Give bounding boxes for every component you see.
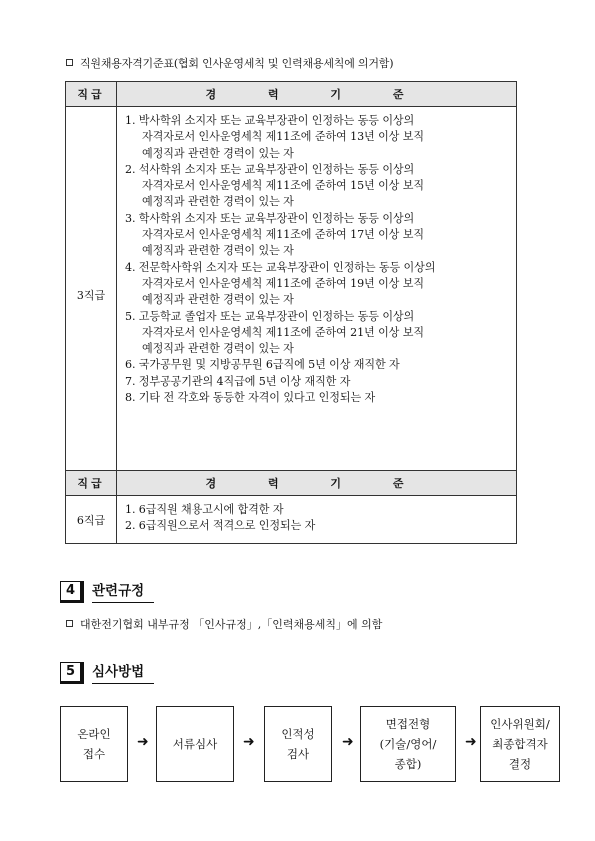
- flow-step-label: 최종합격자: [492, 737, 548, 751]
- criteria-line: 예정직과 관련한 경력이 있는 자: [142, 195, 294, 209]
- criteria-item: [125, 211, 516, 260]
- criteria-table-rank6: [65, 470, 517, 544]
- criteria-line: 예정직과 관련한 경력이 있는 자: [142, 293, 294, 307]
- criteria-line: 8. 기타 전 각호와 동등한 자격이 있다고 인정되는 자: [125, 391, 376, 405]
- criteria-line: 자격자로서 인사운영세칙 제11조에 준하여 15년 이상 보직: [142, 179, 424, 193]
- arrow-right-icon: ➜: [465, 734, 477, 750]
- flow-step-label: 인적성: [281, 727, 315, 741]
- flow-step-label: 서류심사: [172, 737, 218, 751]
- criteria-item: [125, 113, 516, 162]
- regulation-note: [66, 616, 382, 632]
- criteria-line: 2. 6급직원으로서 적격으로 인정되는 자: [125, 519, 316, 533]
- flow-step-label: 온라인: [77, 727, 111, 741]
- criteria-list: [125, 113, 516, 406]
- criteria-item: [125, 374, 516, 390]
- criteria-item: [125, 518, 516, 534]
- checkbox-square-icon: [66, 620, 73, 627]
- arrow-right-icon: ➜: [243, 734, 255, 750]
- section-heading-4: [60, 581, 154, 603]
- criteria-line: 자격자로서 인사운영세칙 제11조에 준하여 19년 이상 보직: [142, 276, 424, 290]
- flow-step: [156, 706, 234, 782]
- criteria-item: [125, 260, 516, 309]
- criteria-list: [125, 502, 516, 535]
- criteria-line: 7. 정부공공기관의 4직급에 5년 이상 재직한 자: [125, 374, 351, 388]
- criteria-item: [125, 309, 516, 358]
- criteria-item: [125, 502, 516, 518]
- criteria-line: 1. 박사학위 소지자 또는 교육부장관이 인정하는 동등 이상의: [125, 114, 415, 127]
- rank-cell: 3직급: [66, 107, 117, 484]
- criteria-line: 예정직과 관련한 경력이 있는 자: [142, 244, 294, 258]
- flow-step-label: 접수: [82, 747, 106, 761]
- regulation-text: 대한전기협회 내부규정 「인사규정」,「인력채용세칙」에 의함: [80, 618, 383, 631]
- rank-cell: 6직급: [66, 496, 117, 544]
- flow-step: [360, 706, 456, 782]
- flow-step-label: 종합): [394, 757, 422, 771]
- flow-step: [60, 706, 128, 782]
- criteria-line: 5. 고등학교 졸업자 또는 교육부장관이 인정하는 동등 이상의: [125, 309, 415, 323]
- arrow-right-icon: ➜: [342, 734, 354, 750]
- flow-step-label: 검사: [286, 747, 310, 761]
- criteria-line: 자격자로서 인사운영세칙 제11조에 준하여 13년 이상 보직: [142, 130, 424, 144]
- criteria-line: 자격자로서 인사운영세칙 제11조에 준하여 21년 이상 보직: [142, 325, 424, 339]
- flow-step-label: (기술/영어/: [379, 737, 437, 751]
- checkbox-square-icon: [66, 59, 73, 66]
- criteria-line: 3. 학사학위 소지자 또는 교육부장관이 인정하는 동등 이상의: [125, 211, 415, 225]
- criteria-table-rank3: [65, 81, 517, 484]
- criteria-item: [125, 390, 516, 406]
- flow-step-label: 결정: [508, 757, 532, 771]
- criteria-item: [125, 357, 516, 373]
- section-number: 5: [60, 662, 84, 684]
- criteria-line: 자격자로서 인사운영세칙 제11조에 준하여 17년 이상 보직: [142, 228, 424, 242]
- criteria-line: 예정직과 관련한 경력이 있는 자: [142, 146, 294, 160]
- criteria-line: 2. 석사학위 소지자 또는 교육부장관이 인정하는 동등 이상의: [125, 162, 415, 176]
- flow-step-label: 면접전형: [385, 717, 431, 731]
- section-number: 4: [60, 581, 84, 603]
- process-flow: [60, 706, 550, 784]
- criteria-line: 6. 국가공무원 및 지방공무원 6급직에 5년 이상 재직한 자: [125, 358, 400, 372]
- section-heading-5: [60, 662, 154, 684]
- section-title: 관련규정: [92, 582, 154, 603]
- criteria-item: [125, 162, 516, 211]
- intro-line: [66, 55, 393, 71]
- arrow-right-icon: ➜: [137, 734, 149, 750]
- header-criteria: 경 력 기 준: [117, 82, 517, 107]
- section-title: 심사방법: [92, 663, 154, 684]
- header-criteria: 경 력 기 준: [117, 471, 517, 496]
- flow-step: [264, 706, 332, 782]
- criteria-line: 1. 6급직원 채용고시에 합격한 자: [125, 503, 284, 516]
- flow-step-label: 인사위원회/: [490, 717, 550, 731]
- intro-text: 직원채용자격기준표(협회 인사운영세칙 및 인력채용세칙에 의거함): [80, 57, 394, 70]
- criteria-line: 4. 전문학사학위 소지자 또는 교육부장관이 인정하는 동등 이상의: [125, 260, 436, 274]
- criteria-line: 예정직과 관련한 경력이 있는 자: [142, 342, 294, 356]
- header-rank: 직급: [66, 82, 117, 107]
- flow-step: [480, 706, 560, 782]
- header-rank: 직급: [66, 471, 117, 496]
